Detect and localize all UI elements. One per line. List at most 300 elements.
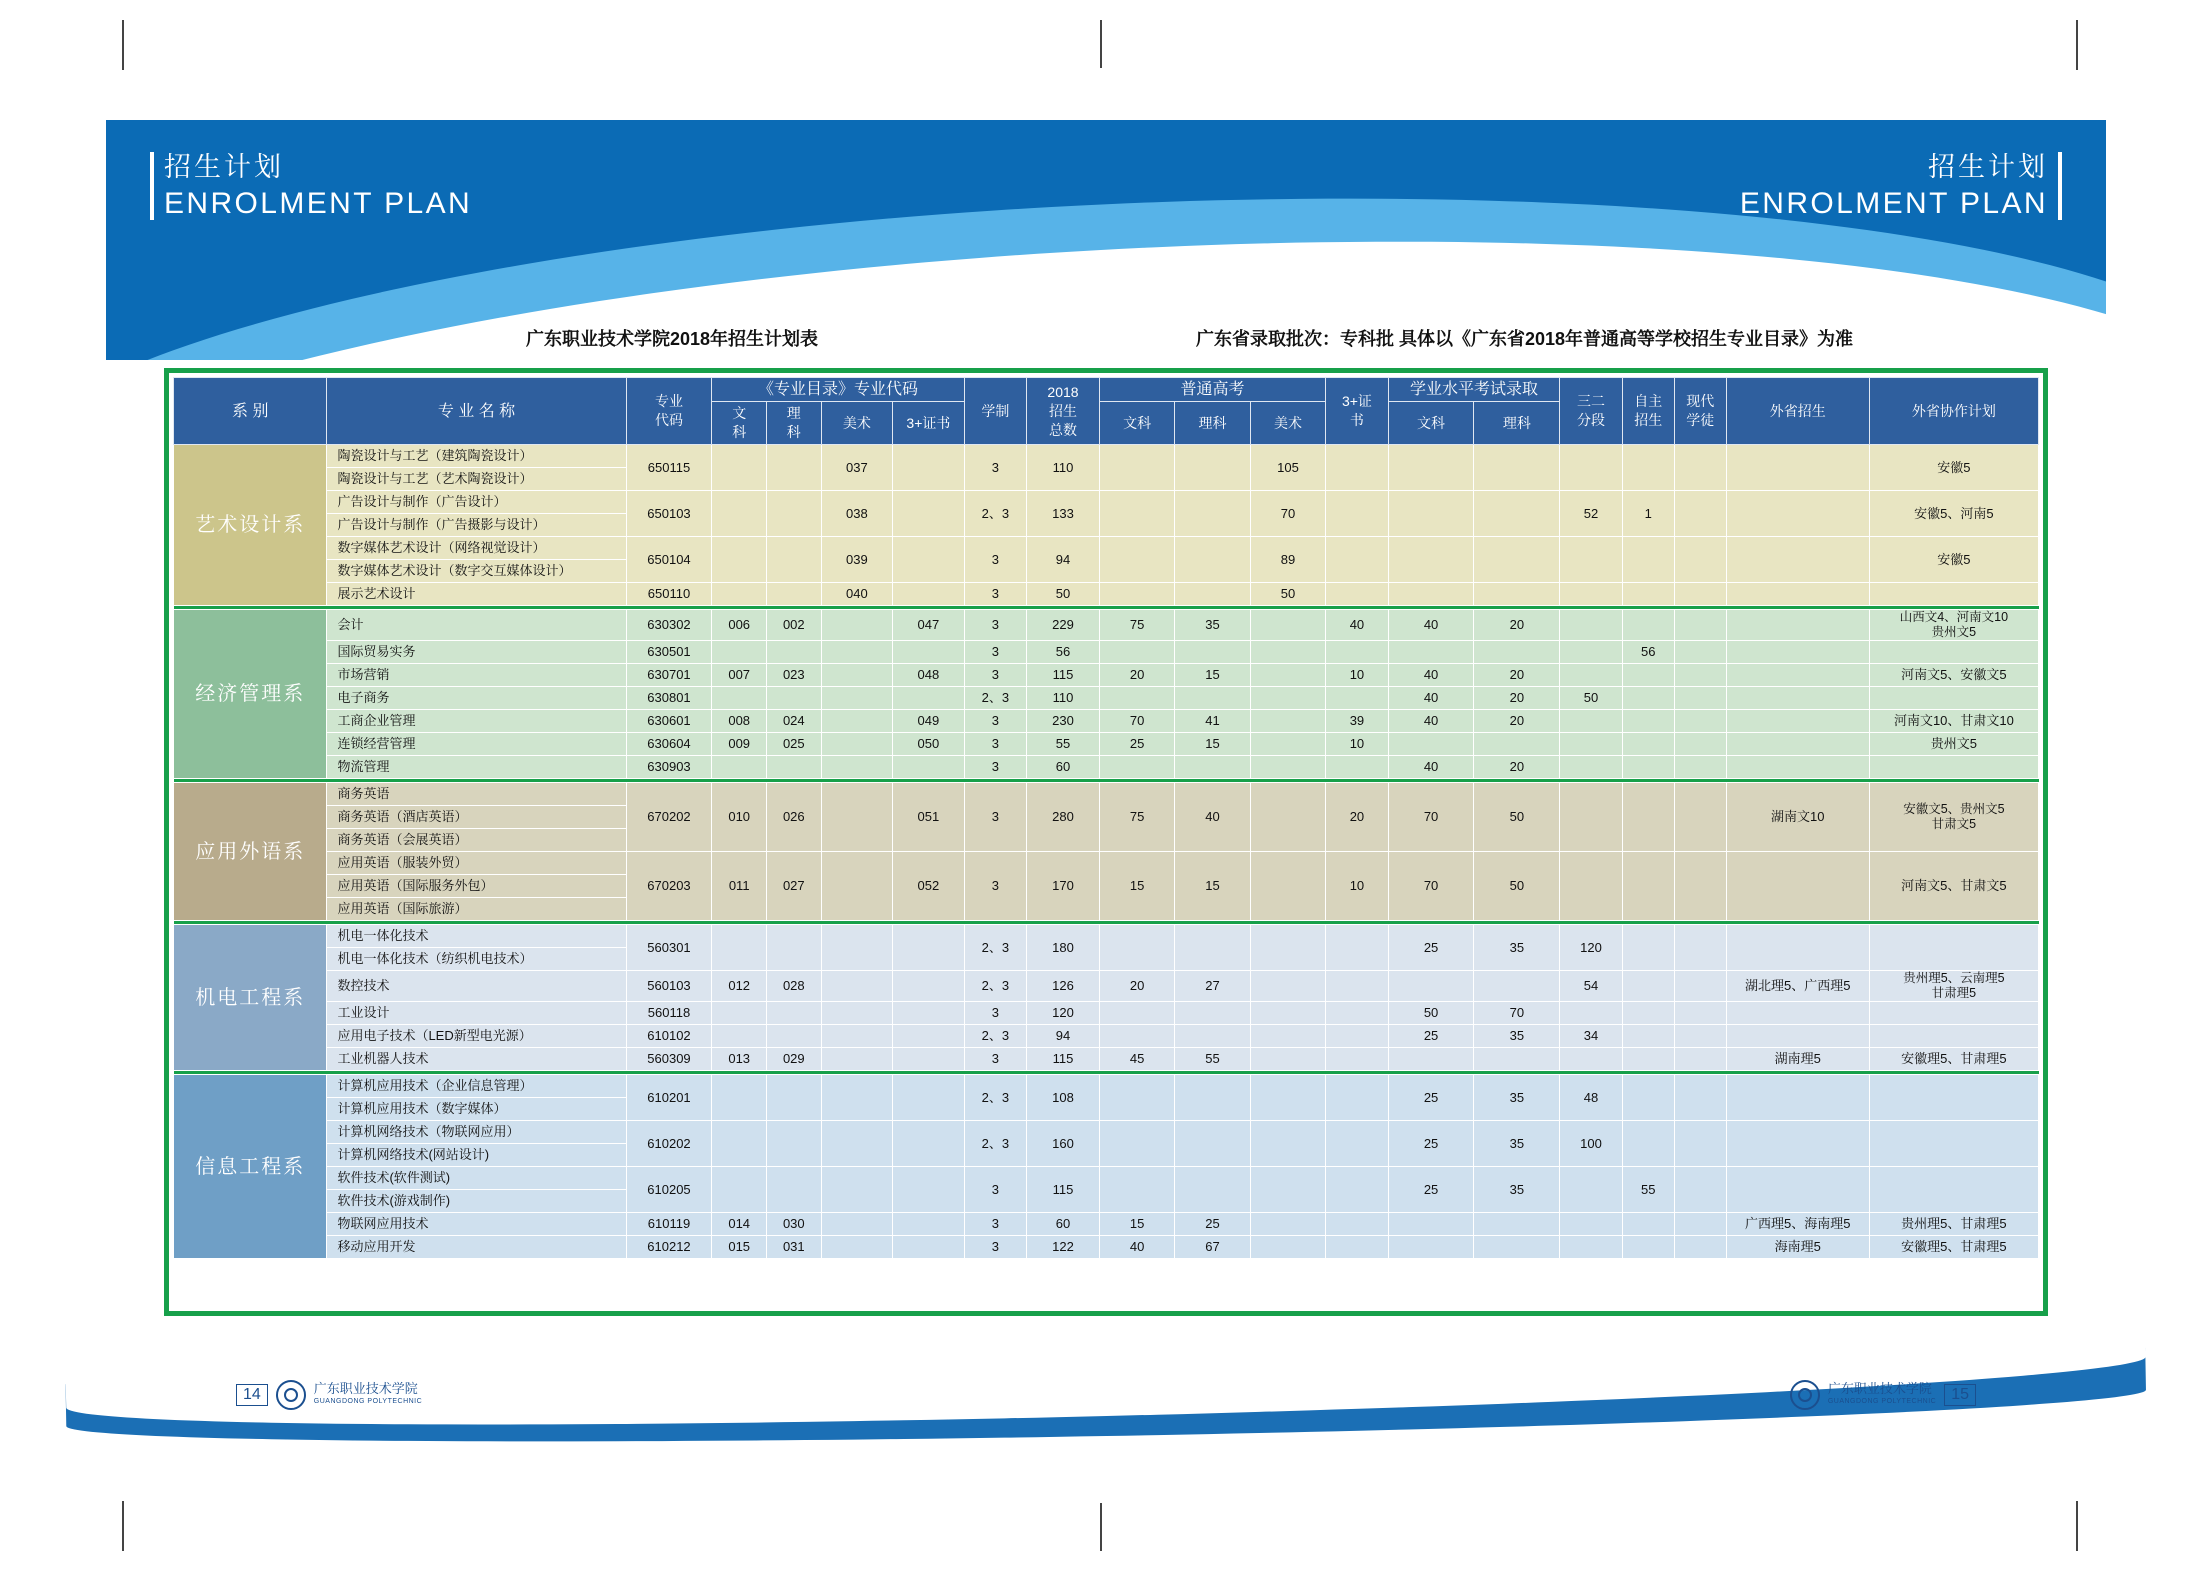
cell-outside: 湖南文10	[1726, 783, 1869, 852]
cell-coop: 安徽理5、甘肃理5	[1869, 1048, 2038, 1071]
cell-cert3: 20	[1326, 783, 1388, 852]
cell-cert3	[1326, 537, 1388, 583]
crop-mark-br-v	[2076, 1501, 2078, 1551]
cell-three_two: 100	[1560, 1121, 1622, 1167]
cell-gk_wen	[1099, 537, 1174, 583]
cell-lv_wen	[1388, 491, 1474, 537]
major-name-cell: 国际贸易实务	[327, 641, 626, 664]
cell-gk_wen	[1099, 641, 1174, 664]
cell-cat_art: 037	[821, 445, 893, 491]
cell-three_two: 52	[1560, 491, 1622, 537]
cell-gk_wen: 15	[1099, 1213, 1174, 1236]
cell-gk_wen	[1099, 1025, 1174, 1048]
cell-cat_cert	[893, 1236, 965, 1259]
cell-years: 3	[964, 445, 1026, 491]
cell-three_two: 48	[1560, 1075, 1622, 1121]
cell-three_two: 50	[1560, 687, 1622, 710]
major-name-cell: 展示艺术设计	[327, 583, 626, 606]
cell-cat_art	[821, 1025, 893, 1048]
cell-gk_wen	[1099, 1121, 1174, 1167]
cell-gk_art	[1250, 664, 1325, 687]
cell-gk_art	[1250, 610, 1325, 641]
crop-mark-tl-v	[122, 20, 124, 70]
cell-gk_wen	[1099, 1002, 1174, 1025]
th-cert3: 3+证 书	[1326, 378, 1388, 445]
cell-self: 56	[1622, 641, 1674, 664]
major-code-cell: 610201	[626, 1075, 712, 1121]
th-gaokao-group: 普通高考	[1099, 378, 1325, 402]
major-code-cell: 560301	[626, 925, 712, 971]
th-dept: 系 别	[174, 378, 327, 445]
cell-coop: 贵州理5、甘肃理5	[1869, 1213, 2038, 1236]
cell-three_two	[1560, 1048, 1622, 1071]
cell-lv_wen	[1388, 1236, 1474, 1259]
cell-coop	[1869, 925, 2038, 971]
cell-cat_cert	[893, 1213, 965, 1236]
cell-self	[1622, 710, 1674, 733]
cell-cat_art	[821, 1002, 893, 1025]
cell-lv_wen: 25	[1388, 1025, 1474, 1048]
cell-gk_art	[1250, 1002, 1325, 1025]
table-row	[174, 1236, 2039, 1259]
major-code-cell: 630302	[626, 610, 712, 641]
th-self-enroll: 自主 招生	[1622, 378, 1674, 445]
cell-lv_wen: 25	[1388, 1167, 1474, 1213]
major-code-cell: 630501	[626, 641, 712, 664]
cell-years: 3	[964, 756, 1026, 779]
cell-coop: 贵州文5	[1869, 733, 2038, 756]
cell-cat_wen: 010	[712, 783, 767, 852]
cell-gk_wen	[1099, 583, 1174, 606]
cell-gk_li: 67	[1175, 1236, 1250, 1259]
school-seal-icon	[276, 1380, 306, 1410]
cell-gk_art: 50	[1250, 583, 1325, 606]
enrolment-table-frame	[164, 368, 2048, 1316]
cell-coop: 安徽文5、贵州文5 甘肃文5	[1869, 783, 2038, 852]
cell-cat_wen: 007	[712, 664, 767, 687]
cell-coop	[1869, 1167, 2038, 1213]
cell-cat_wen	[712, 756, 767, 779]
cell-gk_wen: 75	[1099, 783, 1174, 852]
cell-gk_li	[1175, 1025, 1250, 1048]
cell-lv_wen	[1388, 641, 1474, 664]
cell-cat_wen: 011	[712, 852, 767, 921]
cell-gk_li	[1175, 491, 1250, 537]
school-seal-icon-right	[1790, 1380, 1820, 1410]
cell-total: 126	[1027, 971, 1100, 1002]
cell-coop	[1869, 641, 2038, 664]
cell-gk_wen: 40	[1099, 1236, 1174, 1259]
cell-three_two: 54	[1560, 971, 1622, 1002]
cell-lv_li	[1474, 491, 1560, 537]
cell-total: 280	[1027, 783, 1100, 852]
cell-outside	[1726, 537, 1869, 583]
cell-cat_art	[821, 610, 893, 641]
header-row-1	[174, 378, 2039, 402]
cell-cert3	[1326, 1213, 1388, 1236]
cell-lv_li: 20	[1474, 687, 1560, 710]
cell-cat_li	[767, 491, 822, 537]
cell-years: 2、3	[964, 1075, 1026, 1121]
cell-gk_art	[1250, 852, 1325, 921]
cell-total: 110	[1027, 445, 1100, 491]
cell-cat_art: 039	[821, 537, 893, 583]
major-name-cell: 电子商务	[327, 687, 626, 710]
cell-outside	[1726, 925, 1869, 971]
cell-outside	[1726, 583, 1869, 606]
cell-gk_li	[1175, 1002, 1250, 1025]
cell-gk_wen	[1099, 445, 1174, 491]
school-logo-left: 广东职业技术学院 GUANGDONG POLYTECHNIC	[313, 1381, 423, 1405]
major-name-cell: 广告设计与制作（广告设计）	[327, 491, 626, 514]
cell-cat_art	[821, 710, 893, 733]
table-row	[174, 756, 2039, 779]
major-code-cell: 630903	[626, 756, 712, 779]
cell-lv_li	[1474, 641, 1560, 664]
cell-self	[1622, 1236, 1674, 1259]
major-code-cell: 610205	[626, 1167, 712, 1213]
cell-lv_li	[1474, 583, 1560, 606]
crop-mark-tr-v	[2076, 20, 2078, 70]
footer-right	[1790, 1380, 1976, 1410]
dept-cell: 应用外语系	[174, 783, 327, 921]
cell-cat_wen: 009	[712, 733, 767, 756]
cell-cat_cert	[893, 583, 965, 606]
cell-modern	[1674, 1002, 1726, 1025]
th-catalog-cert: 3+证书	[893, 402, 965, 445]
cell-self	[1622, 445, 1674, 491]
cell-cert3	[1326, 1167, 1388, 1213]
cell-coop: 河南文5、安徽文5	[1869, 664, 2038, 687]
major-name-cell: 工商企业管理	[327, 710, 626, 733]
major-name-cell: 计算机应用技术（企业信息管理）	[327, 1075, 626, 1098]
cell-gk_li: 40	[1175, 783, 1250, 852]
cell-lv_li: 35	[1474, 1075, 1560, 1121]
cell-cat_art	[821, 971, 893, 1002]
major-code-cell: 560118	[626, 1002, 712, 1025]
page-footer	[106, 1366, 2106, 1428]
banner-title-en-right: ENROLMENT PLAN	[1739, 187, 2048, 220]
th-gaokao-wen: 文科	[1099, 402, 1174, 445]
banner-title-cn-right: 招生计划	[1928, 152, 2048, 182]
major-code-cell: 650104	[626, 537, 712, 583]
cell-cat_li: 027	[767, 852, 822, 921]
cell-total: 50	[1027, 583, 1100, 606]
major-code-cell: 610102	[626, 1025, 712, 1048]
major-name-cell: 商务英语	[327, 783, 626, 806]
cell-gk_wen: 75	[1099, 610, 1174, 641]
cell-cat_li: 024	[767, 710, 822, 733]
table-row	[174, 641, 2039, 664]
subheading-row	[106, 325, 2106, 355]
cell-lv_wen: 40	[1388, 710, 1474, 733]
cell-cat_art	[821, 756, 893, 779]
table-row	[174, 491, 2039, 514]
cell-lv_li: 35	[1474, 925, 1560, 971]
cell-cat_wen: 014	[712, 1213, 767, 1236]
banner-title-cn-left: 招生计划	[164, 152, 284, 182]
cell-modern	[1674, 1213, 1726, 1236]
cell-years: 2、3	[964, 1025, 1026, 1048]
cell-modern	[1674, 971, 1726, 1002]
th-outside-province: 外省招生	[1726, 378, 1869, 445]
cell-self	[1622, 610, 1674, 641]
major-name-cell: 机电一体化技术（纺织机电技术）	[327, 948, 626, 971]
cell-cat_wen	[712, 537, 767, 583]
cell-cert3	[1326, 1075, 1388, 1121]
cell-total: 110	[1027, 687, 1100, 710]
cell-self	[1622, 852, 1674, 921]
cell-cat_li	[767, 1075, 822, 1121]
cell-three_two	[1560, 1213, 1622, 1236]
cell-gk_art	[1250, 783, 1325, 852]
cell-cat_wen	[712, 491, 767, 537]
cell-self	[1622, 925, 1674, 971]
cell-cat_wen: 008	[712, 710, 767, 733]
cell-self	[1622, 537, 1674, 583]
cell-cat_li	[767, 537, 822, 583]
cell-gk_art	[1250, 641, 1325, 664]
banner-title-right	[1740, 150, 2048, 224]
cell-self	[1622, 756, 1674, 779]
cell-gk_wen	[1099, 687, 1174, 710]
table-row	[174, 687, 2039, 710]
cell-cat_li	[767, 1025, 822, 1048]
cell-outside	[1726, 1002, 1869, 1025]
cell-gk_wen	[1099, 1075, 1174, 1121]
cell-lv_li: 20	[1474, 710, 1560, 733]
cell-gk_li	[1175, 583, 1250, 606]
cell-gk_wen: 20	[1099, 971, 1174, 1002]
cell-years: 3	[964, 783, 1026, 852]
table-row	[174, 1121, 2039, 1144]
cell-outside	[1726, 756, 1869, 779]
cell-cat_art	[821, 664, 893, 687]
cell-cat_wen: 013	[712, 1048, 767, 1071]
cell-lv_li	[1474, 971, 1560, 1002]
cell-three_two	[1560, 733, 1622, 756]
cell-coop: 贵州理5、云南理5 甘肃理5	[1869, 971, 2038, 1002]
cell-three_two	[1560, 852, 1622, 921]
cell-lv_wen: 25	[1388, 1075, 1474, 1121]
cell-three_two	[1560, 756, 1622, 779]
th-catalog-art: 美术	[821, 402, 893, 445]
cell-self: 1	[1622, 491, 1674, 537]
cell-coop	[1869, 1002, 2038, 1025]
major-name-cell: 应用英语（国际服务外包）	[327, 875, 626, 898]
cell-total: 160	[1027, 1121, 1100, 1167]
cell-cat_cert: 052	[893, 852, 965, 921]
cell-cat_cert	[893, 537, 965, 583]
major-name-cell: 市场营销	[327, 664, 626, 687]
cell-coop: 河南文10、甘肃文10	[1869, 710, 2038, 733]
th-level-group: 学业水平考试录取	[1388, 378, 1560, 402]
cell-gk_li: 41	[1175, 710, 1250, 733]
cell-cat_cert: 049	[893, 710, 965, 733]
cell-self	[1622, 687, 1674, 710]
cell-coop: 安徽5	[1869, 537, 2038, 583]
cell-outside: 湖北理5、广西理5	[1726, 971, 1869, 1002]
cell-cat_cert: 050	[893, 733, 965, 756]
table-row	[174, 1075, 2039, 1098]
cell-gk_li: 15	[1175, 664, 1250, 687]
cell-total: 170	[1027, 852, 1100, 921]
cell-cat_wen	[712, 1167, 767, 1213]
cell-cat_cert	[893, 687, 965, 710]
table-row	[174, 925, 2039, 948]
table-row	[174, 610, 2039, 641]
cell-years: 3	[964, 733, 1026, 756]
cell-cat_cert	[893, 445, 965, 491]
cell-cat_wen: 015	[712, 1236, 767, 1259]
cell-years: 2、3	[964, 491, 1026, 537]
cell-gk_li	[1175, 1167, 1250, 1213]
cell-years: 3	[964, 537, 1026, 583]
cell-cat_li	[767, 687, 822, 710]
cell-cat_cert	[893, 1048, 965, 1071]
major-name-cell: 物流管理	[327, 756, 626, 779]
cell-cat_wen	[712, 445, 767, 491]
major-name-cell: 连锁经营管理	[327, 733, 626, 756]
major-code-cell: 630604	[626, 733, 712, 756]
page-banner	[106, 120, 2106, 360]
cell-outside	[1726, 733, 1869, 756]
cell-lv_li: 35	[1474, 1121, 1560, 1167]
cell-gk_li	[1175, 756, 1250, 779]
th-catalog-wen: 文 科	[712, 402, 767, 445]
cell-lv_li	[1474, 445, 1560, 491]
major-code-cell: 630801	[626, 687, 712, 710]
cell-outside	[1726, 641, 1869, 664]
th-modern-apprentice: 现代 学徒	[1674, 378, 1726, 445]
major-name-cell: 陶瓷设计与工艺（艺术陶瓷设计）	[327, 468, 626, 491]
cell-cat_li	[767, 1121, 822, 1167]
cell-three_two	[1560, 783, 1622, 852]
admission-batch-note: 广东省录取批次：专科批 具体以《广东省2018年普通高等学校招生专业目录》为准	[1196, 329, 1854, 349]
crop-mark-bm-v	[1100, 1503, 1102, 1551]
cell-lv_wen	[1388, 971, 1474, 1002]
cell-outside	[1726, 1121, 1869, 1167]
cell-lv_li	[1474, 1236, 1560, 1259]
cell-modern	[1674, 537, 1726, 583]
cell-outside	[1726, 664, 1869, 687]
page-number-right: 15	[1944, 1384, 1976, 1406]
cell-lv_li: 50	[1474, 852, 1560, 921]
major-name-cell: 物联网应用技术	[327, 1213, 626, 1236]
cell-coop	[1869, 583, 2038, 606]
cell-modern	[1674, 1025, 1726, 1048]
th-years: 学制	[964, 378, 1026, 445]
cell-total: 122	[1027, 1236, 1100, 1259]
cell-lv_li: 35	[1474, 1025, 1560, 1048]
cell-modern	[1674, 783, 1726, 852]
cell-cat_cert: 047	[893, 610, 965, 641]
cell-cat_li	[767, 445, 822, 491]
cell-years: 2、3	[964, 971, 1026, 1002]
cell-cat_li	[767, 583, 822, 606]
cell-coop	[1869, 756, 2038, 779]
cell-cat_art	[821, 733, 893, 756]
cell-cat_cert	[893, 491, 965, 537]
cell-modern	[1674, 852, 1726, 921]
dept-cell: 信息工程系	[174, 1075, 327, 1259]
cell-three_two	[1560, 1167, 1622, 1213]
cell-modern	[1674, 1236, 1726, 1259]
cell-self	[1622, 1048, 1674, 1071]
major-name-cell: 广告设计与制作（广告摄影与设计）	[327, 514, 626, 537]
cell-lv_li: 70	[1474, 1002, 1560, 1025]
cell-gk_wen: 15	[1099, 852, 1174, 921]
cell-lv_li: 20	[1474, 756, 1560, 779]
major-name-cell: 计算机应用技术（数字媒体）	[327, 1098, 626, 1121]
cell-lv_wen: 40	[1388, 664, 1474, 687]
cell-lv_wen: 40	[1388, 756, 1474, 779]
cell-cat_cert	[893, 971, 965, 1002]
cell-outside	[1726, 687, 1869, 710]
cell-self	[1622, 1025, 1674, 1048]
cell-cat_wen: 012	[712, 971, 767, 1002]
cell-modern	[1674, 710, 1726, 733]
cell-cat_cert	[893, 1167, 965, 1213]
cell-cert3	[1326, 1236, 1388, 1259]
cell-gk_li	[1175, 537, 1250, 583]
cell-cert3: 10	[1326, 664, 1388, 687]
cell-gk_art	[1250, 1167, 1325, 1213]
cell-total: 60	[1027, 1213, 1100, 1236]
major-code-cell: 630701	[626, 664, 712, 687]
major-name-cell: 工业机器人技术	[327, 1048, 626, 1071]
page-number-left: 14	[236, 1384, 268, 1406]
cell-coop	[1869, 1075, 2038, 1121]
school-logo-right: 广东职业技术学院 GUANGDONG POLYTECHNIC	[1827, 1381, 1937, 1405]
cell-lv_li: 50	[1474, 783, 1560, 852]
cell-self: 55	[1622, 1167, 1674, 1213]
crop-mark-tm-v	[1100, 20, 1102, 68]
cell-total: 108	[1027, 1075, 1100, 1121]
cell-gk_art	[1250, 1048, 1325, 1071]
cell-cat_wen	[712, 1075, 767, 1121]
plan-table-title: 广东职业技术学院2018年招生计划表	[526, 329, 819, 349]
cell-modern	[1674, 925, 1726, 971]
cell-modern	[1674, 664, 1726, 687]
cell-self	[1622, 1075, 1674, 1121]
enrolment-table	[173, 377, 2039, 1259]
cell-cat_art	[821, 852, 893, 921]
cell-gk_li	[1175, 925, 1250, 971]
major-name-cell: 陶瓷设计与工艺（建筑陶瓷设计）	[327, 445, 626, 468]
cell-total: 94	[1027, 537, 1100, 583]
cell-coop	[1869, 1025, 2038, 1048]
cell-coop: 安徽5	[1869, 445, 2038, 491]
cell-years: 3	[964, 664, 1026, 687]
major-code-cell: 650103	[626, 491, 712, 537]
cell-cat_wen	[712, 687, 767, 710]
cell-years: 3	[964, 710, 1026, 733]
cell-cat_cert: 048	[893, 664, 965, 687]
cell-cat_wen	[712, 925, 767, 971]
cell-outside	[1726, 710, 1869, 733]
major-code-cell: 650115	[626, 445, 712, 491]
cell-cat_art	[821, 783, 893, 852]
cell-self	[1622, 971, 1674, 1002]
cell-self	[1622, 1121, 1674, 1167]
th-gaokao-art: 美术	[1250, 402, 1325, 445]
cell-lv_wen	[1388, 1048, 1474, 1071]
cell-gk_wen	[1099, 756, 1174, 779]
table-row	[174, 1002, 2039, 1025]
cell-modern	[1674, 1048, 1726, 1071]
cell-total: 229	[1027, 610, 1100, 641]
